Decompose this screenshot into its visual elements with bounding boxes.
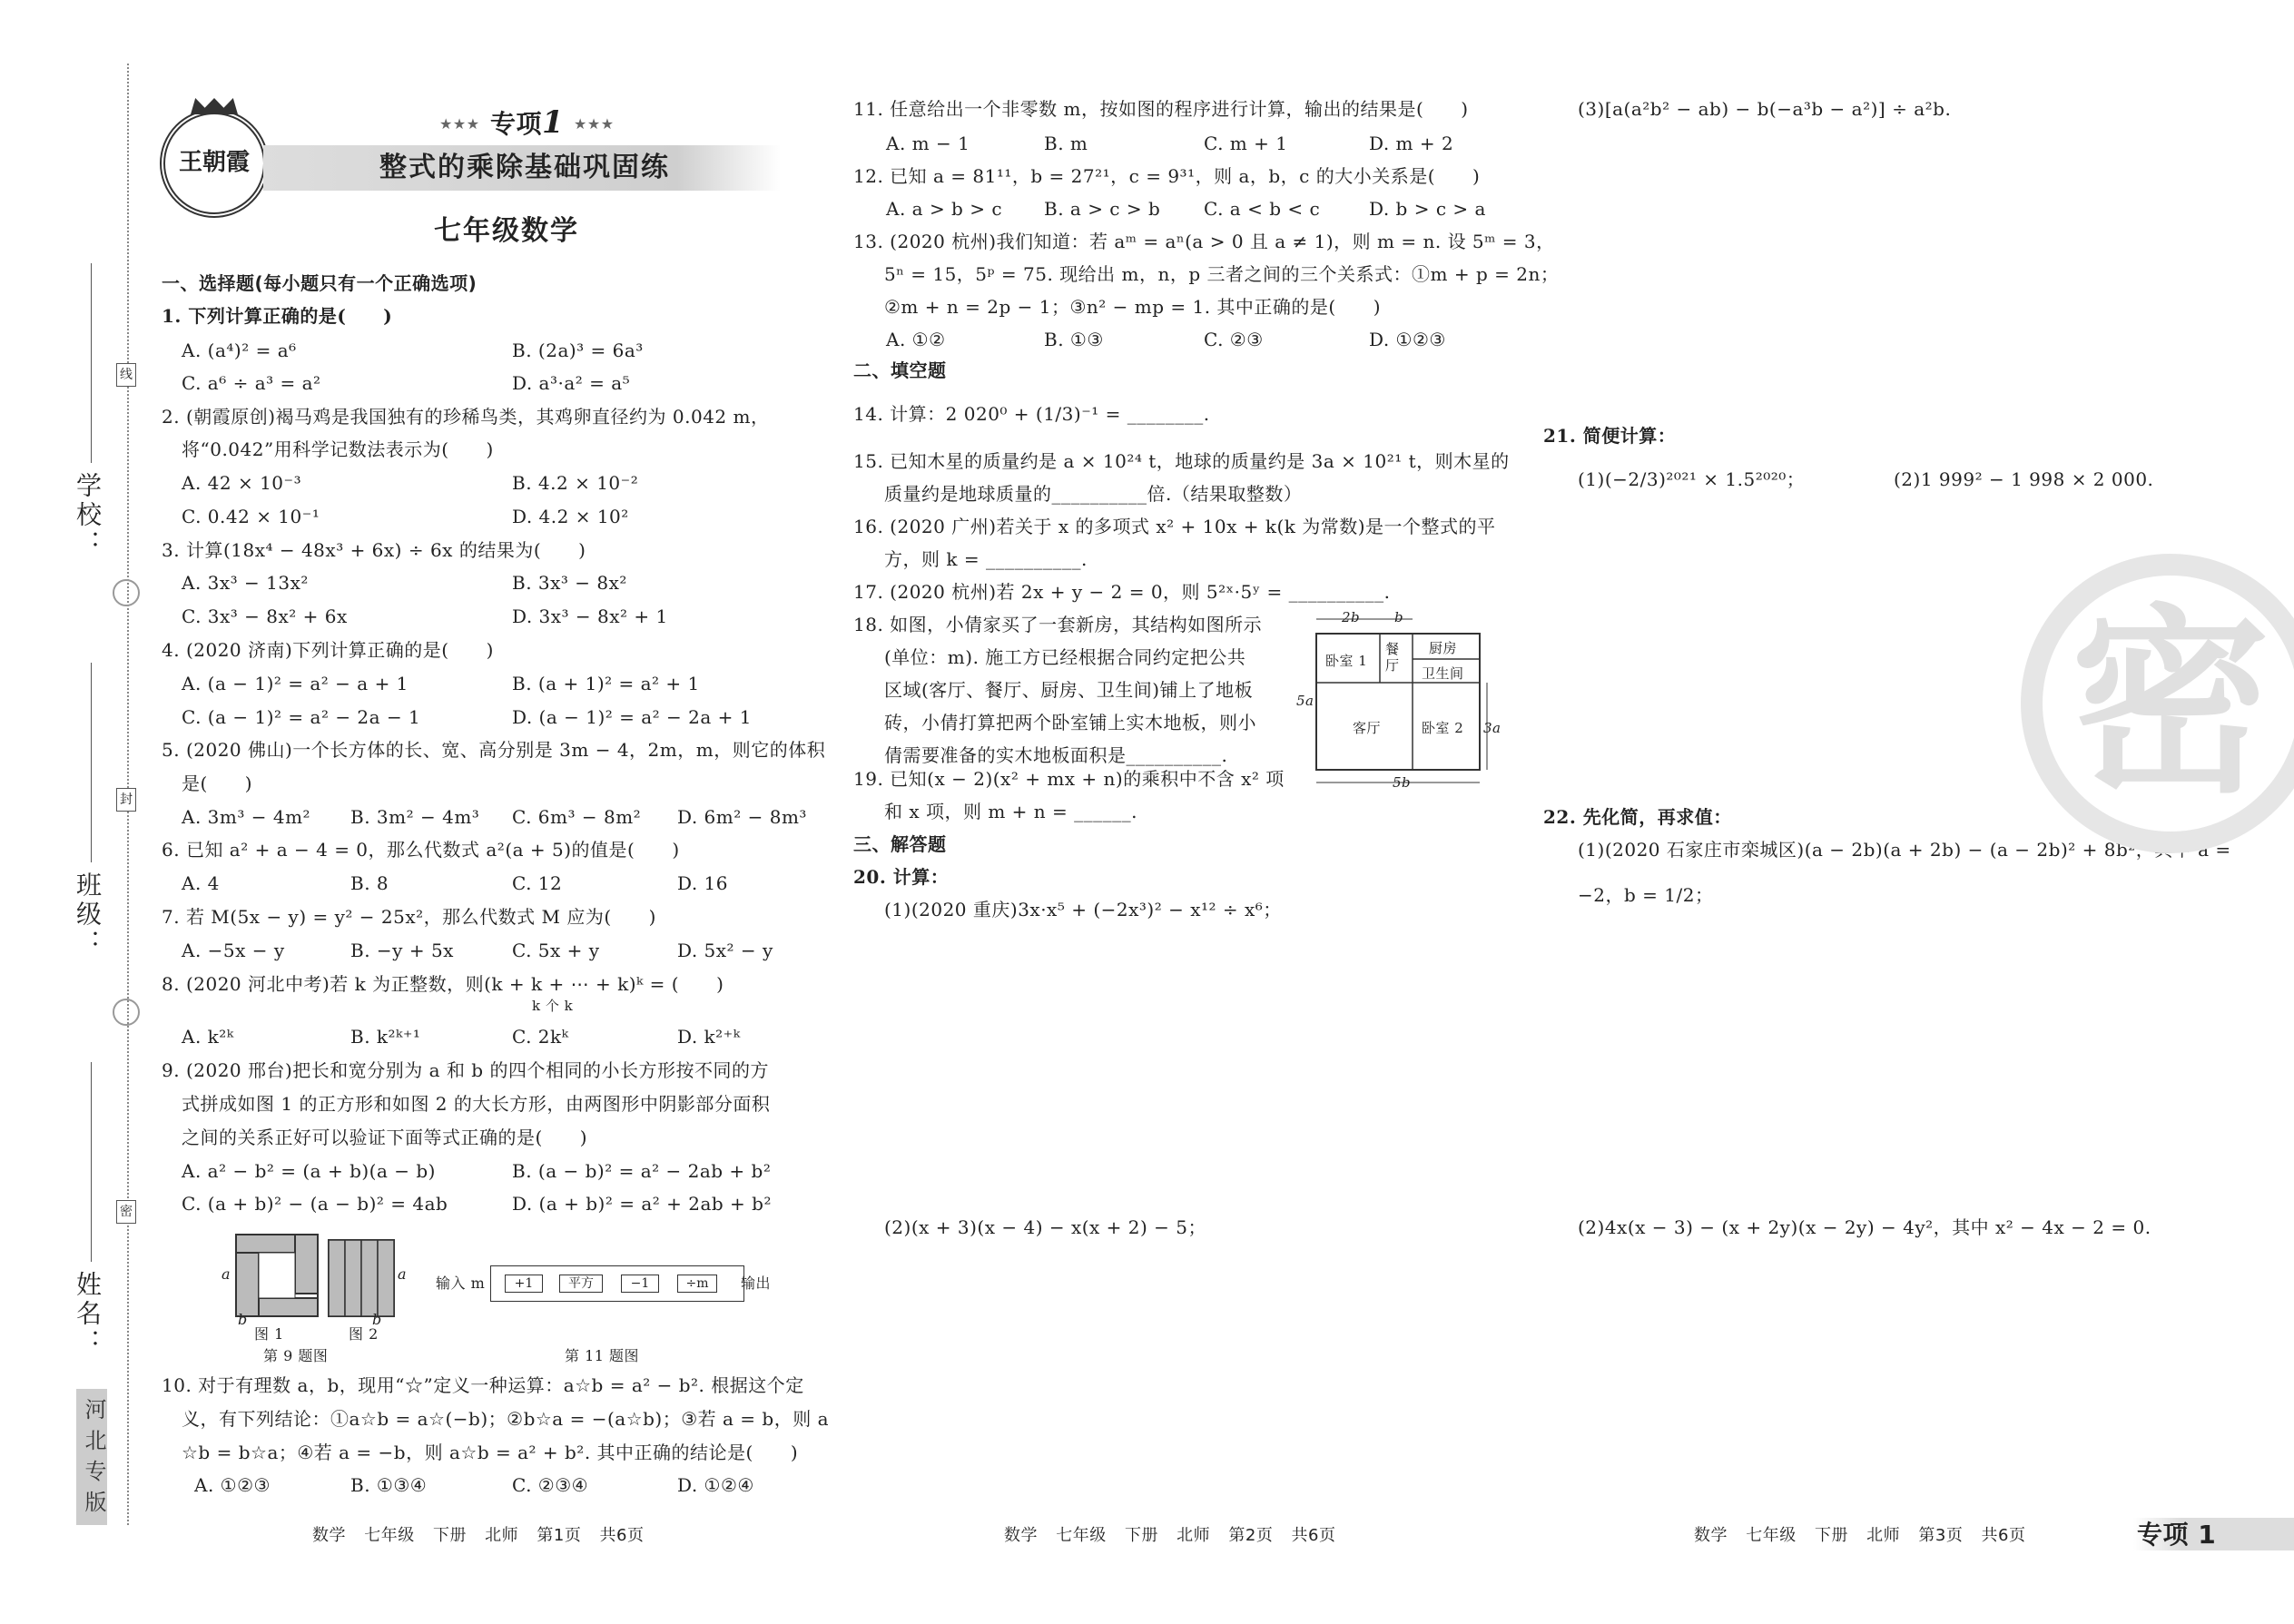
option: C. a⁶ ÷ a³ = a² <box>182 372 321 394</box>
question-22: 22. 先化简，再求值： <box>1543 806 1732 828</box>
question-22-2: (2)4x(x − 3) − (x + 2y)(x − 2y) − 4y²，其中 x² − 4x − 2 = 0. <box>1578 1216 2151 1238</box>
question-21: 21. 简便计算： <box>1543 425 1677 447</box>
figure-11-caption: 第 11 题图 <box>565 1347 640 1364</box>
option: A. a² − b² = (a + b)(a − b) <box>182 1160 436 1182</box>
question-8-subscript: k 个 k <box>532 998 574 1014</box>
option: B. 4.2 × 10⁻² <box>512 472 639 494</box>
watermark-text: 密 <box>2070 585 2270 820</box>
question-8: 8. (2020 河北中考)若 k 为正整数，则(k + k + ⋯ + k)ᵏ = ( ) <box>162 973 724 995</box>
question-10-cont: 义，有下列结论：①a☆b = a☆(−b)；②b☆a = −(a☆b)；③若 a = b，则 a <box>182 1408 829 1430</box>
question-20-2: (2)(x + 3)(x − 4) − x(x + 2) − 5； <box>884 1216 1207 1238</box>
option: D. b > c > a <box>1369 198 1486 220</box>
binding-seal-icon <box>113 579 140 606</box>
page-footer: 数学 七年级 下册 北师 第1页 共6页 <box>312 1526 645 1545</box>
question-9-cont: 之间的关系正好可以验证下面等式正确的是( ) <box>182 1127 588 1148</box>
option: A. ①②③ <box>194 1474 271 1496</box>
school-label: 学校： <box>73 472 103 559</box>
watermark-seal <box>2021 554 2294 853</box>
binding-seal-icon <box>113 999 140 1026</box>
option: D. m + 2 <box>1369 133 1454 154</box>
option: C. 3x³ − 8x² + 6x <box>182 605 348 627</box>
binding-line-box: 线 <box>116 363 136 387</box>
question-9: 9. (2020 邢台)把长和宽分别为 a 和 b 的四个相同的小长方形按不同的方 <box>162 1059 769 1081</box>
question-6: 6. 已知 a² + a − 4 = 0，那么代数式 a²(a + 5)的值是( ) <box>162 839 680 861</box>
option: C. ②③④ <box>512 1474 589 1496</box>
option: A. (a⁴)² = a⁶ <box>182 340 297 361</box>
question-4: 4. (2020 济南)下列计算正确的是( ) <box>162 639 494 661</box>
option: A. k²ᵏ <box>182 1026 234 1048</box>
footer-tag: 专项 1 <box>2137 1520 2217 1550</box>
floor-plan-room: 卧室 2 <box>1422 720 1464 736</box>
figure-9-a-label: a <box>222 1265 231 1283</box>
floor-plan-dim: 2b <box>1342 609 1361 625</box>
floor-plan-room: 客厅 <box>1353 720 1382 736</box>
binding-seal-box: 封 <box>116 788 136 812</box>
option: D. ①②③ <box>1369 329 1446 350</box>
option: C. 2kᵏ <box>512 1026 569 1048</box>
question-22-1-cont: −2，b = 1/2； <box>1578 884 1714 906</box>
option: B. ①③④ <box>350 1474 428 1496</box>
question-5: 5. (2020 佛山)一个长方体的长、宽、高分别是 3m − 4，2m，m，则它的体积 <box>162 739 826 761</box>
logo-text: 王朝霞 <box>178 149 250 176</box>
flow-input-label: 输入 m <box>436 1275 486 1292</box>
question-2: 2. (朝霞原创)褐马鸡是我国独有的珍稀鸟类，其鸡卵直径约为 0.042 m， <box>162 406 770 428</box>
question-12: 12. 已知 a = 81¹¹，b = 27²¹，c = 9³¹，则 a，b，c 的大小关系是( ) <box>853 165 1481 187</box>
question-20-1: (1)(2020 重庆)3x·x⁵ + (−2x³)² − x¹² ÷ x⁶； <box>884 899 1282 920</box>
question-18-cont: 区域(客厅、餐厅、厨房、卫生间)铺上了地板 <box>884 679 1254 701</box>
option: A. m − 1 <box>886 133 970 154</box>
question-1: 1. 下列计算正确的是( ) <box>162 305 393 327</box>
flow-output-label: 输出 <box>741 1275 772 1292</box>
question-20-3: (3)[a(a²b² − ab) − b(−a³b − a²)] ÷ a²b. <box>1578 98 1952 120</box>
question-10: 10. 对于有理数 a，b，现用“☆”定义一种运算：a☆b = a² − b². 根据这个定 <box>162 1374 804 1396</box>
figure-9-a-label: a <box>398 1265 408 1283</box>
floor-plan-room: 厨房 <box>1429 640 1458 656</box>
flow-op-box: 平方 <box>559 1275 603 1293</box>
floor-plan-dim: 3a <box>1483 720 1501 736</box>
question-7: 7. 若 M(5x − y) = y² − 25x²，那么代数式 M 应为( ) <box>162 906 656 928</box>
figure-9-caption: 第 9 题图 <box>263 1347 329 1364</box>
series-stars-right: ★★★ <box>574 115 615 133</box>
binding-mi-box: 密 <box>116 1200 136 1224</box>
figure-9-square <box>236 1235 318 1316</box>
logo <box>160 109 269 218</box>
option: A. a > b > c <box>886 198 1003 220</box>
series-number: 1 <box>542 104 565 141</box>
class-label: 班级： <box>73 871 103 959</box>
question-2-cont: 将“0.042”用科学记数法表示为( ) <box>182 438 494 460</box>
option: A. 3x³ − 13x² <box>182 572 309 594</box>
page-footer: 数学 七年级 下册 北师 第3页 共6页 <box>1694 1526 2026 1545</box>
series-text: 专项 <box>490 109 543 139</box>
option: D. k²⁺ᵏ <box>677 1026 741 1048</box>
flow-op-box: ÷m <box>677 1275 717 1293</box>
floor-plan <box>1304 606 1494 788</box>
question-9-cont: 式拼成如图 1 的正方形和如图 2 的大长方形，由两图形中阴影部分面积 <box>182 1093 771 1115</box>
floor-plan-room: 卫生间 <box>1422 665 1464 682</box>
flow-op-box: −1 <box>621 1275 659 1293</box>
question-17: 17. (2020 杭州)若 2x + y − 2 = 0，则 5²ˣ·5ʸ = __________. <box>853 581 1391 603</box>
series-stars-left: ★★★ <box>439 115 480 133</box>
question-19: 19. 已知(x − 2)(x² + mx + n)的乘积中不含 x² 项 <box>853 768 1285 790</box>
figure-9-b-label: b <box>372 1311 382 1328</box>
figure-9-rectangle <box>329 1240 394 1316</box>
option: B. ①③ <box>1044 329 1104 350</box>
option: D. ①②④ <box>677 1474 754 1496</box>
option: D. 4.2 × 10² <box>512 506 629 527</box>
option: C. 5x + y <box>512 940 600 961</box>
option: A. 42 × 10⁻³ <box>182 472 302 494</box>
question-13-cont: ②m + n = 2p − 1；③n² − mp = 1. 其中正确的是( ) <box>884 296 1382 318</box>
page-title: 整式的乘除基础巩固练 <box>379 152 670 183</box>
figure-9-label-1: 图 1 <box>254 1325 284 1343</box>
question-18-cont: 倩需要准备的实木地板面积是__________. <box>884 744 1228 766</box>
flow-op-box: +1 <box>505 1275 543 1293</box>
section-heading: 一、选择题(每小题只有一个正确选项) <box>162 272 478 294</box>
question-21-2: (2)1 999² − 1 998 × 2 000. <box>1894 468 2154 490</box>
option: A. (a − 1)² = a² − a + 1 <box>182 673 409 694</box>
option: B. −y + 5x <box>350 940 454 961</box>
question-16-cont: 方，则 k = __________. <box>884 548 1088 570</box>
option: B. m <box>1044 133 1088 154</box>
floor-plan-room: 餐厅 <box>1385 641 1400 674</box>
option: C. (a − 1)² = a² − 2a − 1 <box>182 706 421 728</box>
question-18-cont: 砖，小倩打算把两个卧室铺上实木地板，则小 <box>884 712 1256 733</box>
floor-plan-dim: 5b <box>1393 774 1412 791</box>
section-heading: 三、解答题 <box>853 833 947 855</box>
edition-label: 河北专版 <box>81 1398 106 1521</box>
option: A. ①② <box>886 329 946 350</box>
option: C. (a + b)² − (a − b)² = 4ab <box>182 1193 448 1215</box>
option: C. 6m³ − 8m² <box>512 806 642 828</box>
question-20: 20. 计算： <box>853 866 950 888</box>
question-13-cont: 5ⁿ = 15，5ᵖ = 75. 现给出 m，n，p 三者之间的三个关系式：①m + p = 2n； <box>884 263 1560 285</box>
question-19-cont: 和 x 项，则 m + n = ______. <box>884 801 1137 822</box>
option: D. 16 <box>677 872 728 894</box>
option: A. 4 <box>182 872 220 894</box>
floor-plan-dim: 5a <box>1296 693 1314 709</box>
floor-plan-room: 卧室 1 <box>1325 653 1368 669</box>
option: B. (a − b)² = a² − 2ab + b² <box>512 1160 772 1182</box>
option: C. 12 <box>512 872 563 894</box>
question-21-1: (1)(−2/3)²⁰²¹ × 1.5²⁰²⁰； <box>1578 468 1806 490</box>
question-18-cont: (单位：m). 施工方已经根据合同约定把公共 <box>884 646 1246 668</box>
section-heading: 二、填空题 <box>853 359 947 381</box>
option: B. 8 <box>350 872 389 894</box>
option: A. 3m³ − 4m² <box>182 806 311 828</box>
option: B. (2a)³ = 6a³ <box>512 340 644 361</box>
question-14: 14. 计算：2 020⁰ + (1/3)⁻¹ = ________. <box>853 403 1210 425</box>
option: C. 0.42 × 10⁻¹ <box>182 506 320 527</box>
option: C. ②③ <box>1204 329 1264 350</box>
option: B. k²ᵏ⁺¹ <box>350 1026 421 1048</box>
option: A. −5x − y <box>182 940 285 961</box>
option: B. a > c > b <box>1044 198 1161 220</box>
logo-crown-icon <box>191 98 238 114</box>
option: D. (a − 1)² = a² − 2a + 1 <box>512 706 753 728</box>
option: D. 5x² − y <box>677 940 773 961</box>
question-15: 15. 已知木星的质量约是 a × 10²⁴ t，地球的质量约是 3a × 10²¹ t，则木星的 <box>853 450 1510 472</box>
question-22-1: (1)(2020 石家庄市栾城区)(a − 2b)(a + 2b) − (a − 2b)² + 8b²，其中 a = <box>1578 839 2231 861</box>
class-blank <box>91 663 92 862</box>
figure-9-b-label: b <box>238 1311 248 1328</box>
question-13: 13. (2020 杭州)我们知道：若 aᵐ = aⁿ(a > 0 且 a ≠ 1)，则 m = n. 设 5ᵐ = 3， <box>853 231 1555 252</box>
figure-9-label-2: 图 2 <box>349 1325 379 1343</box>
question-3: 3. 计算(18x⁴ − 48x³ + 6x) ÷ 6x 的结果为( ) <box>162 539 586 561</box>
option: D. 6m² − 8m³ <box>677 806 807 828</box>
option: B. 3m² − 4m³ <box>350 806 480 828</box>
series-label <box>490 104 565 141</box>
question-15-cont: 质量约是地球质量的__________倍.（结果取整数） <box>884 483 1303 505</box>
option: D. a³·a² = a⁵ <box>512 372 631 394</box>
option: B. (a + 1)² = a² + 1 <box>512 673 700 694</box>
option: D. 3x³ − 8x² + 1 <box>512 605 668 627</box>
option: C. a < b < c <box>1204 198 1321 220</box>
option: D. (a + b)² = a² + 2ab + b² <box>512 1193 772 1215</box>
question-11: 11. 任意给出一个非零数 m，按如图的程序进行计算，输出的结果是( ) <box>853 98 1469 120</box>
floor-plan-dim: b <box>1394 609 1404 625</box>
name-blank <box>91 1062 92 1262</box>
question-18: 18. 如图，小倩家买了一套新房，其结构如图所示 <box>853 614 1263 635</box>
option: C. m + 1 <box>1204 133 1288 154</box>
name-label: 姓名： <box>73 1271 103 1358</box>
page-footer: 数学 七年级 下册 北师 第2页 共6页 <box>1004 1526 1336 1545</box>
question-16: 16. (2020 广州)若关于 x 的多项式 x² + 10x + k(k 为常数)是一个整式的平 <box>853 516 1496 537</box>
question-10-cont: ☆b = b☆a；④若 a = −b，则 a☆b = a² + b². 其中正确的结论是( ) <box>182 1442 799 1463</box>
option: B. 3x³ − 8x² <box>512 572 627 594</box>
subject-title: 七年级数学 <box>434 215 579 247</box>
question-5-cont: 是( ) <box>182 773 253 794</box>
school-blank <box>91 263 92 463</box>
